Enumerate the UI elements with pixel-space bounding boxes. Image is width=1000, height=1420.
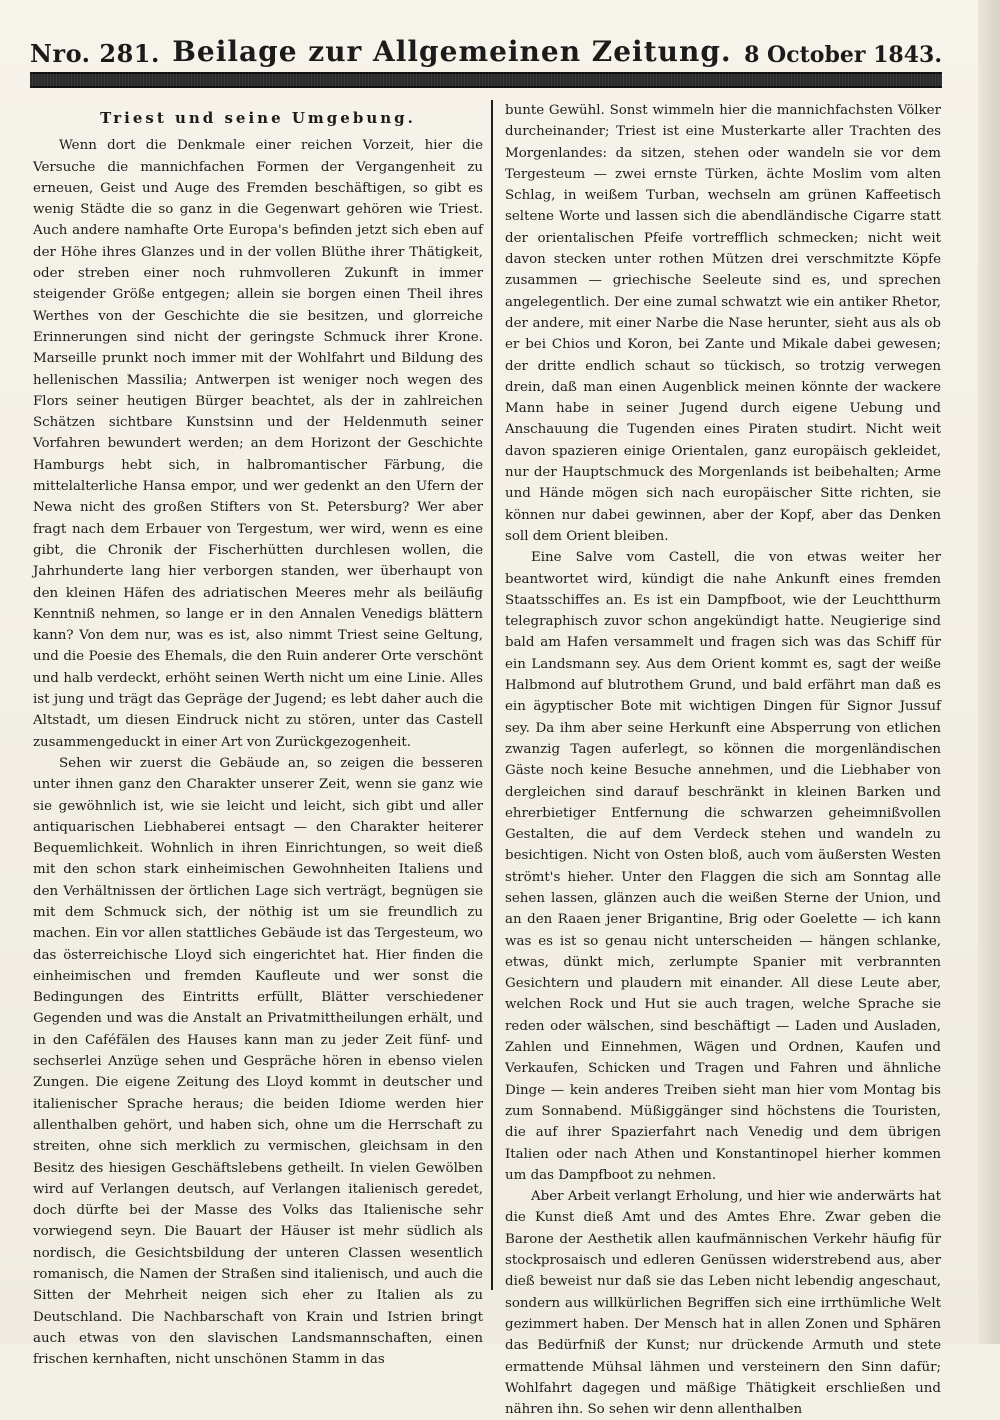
paragraph: Sehen wir zuerst die Gebäude an, so zeigen die besseren unter ihnen ganz den Charakter unserer Zeit, wenn sie ganz wie sie gewöhnlich ist, wie sie leicht und leicht, sich gibt und aller antiquarischen Liebhaberei entsagt — den Charakter heiterer Bequemlichkeit. Wohnlich in ihren Einrichtungen, so weit dieß mit den schon stark einheimischen Gewohnheiten Italiens und den Verhältnissen der örtlichen Lage sich verträgt, begnügen sie mit dem Schmuck sich, der nöthig ist um sie freundlich zu machen. Ein vor allen stattliches Gebäude ist das Tergesteum, wo das österreichische Lloyd sich eingerichtet hat. Hier finden die einheimischen und fremden Kaufleute und wer sonst die Bedingungen des Eintritts erfüllt, Blätter verschiedener Gegenden und was die Anstalt an Privatmittheilungen erhält, und in den Caféfälen des Hauses kann man zu jeder Zeit fünf- und sechserlei Anzüge sehen und Gespräche hören in ebenso vielen Zungen. Die eigene Zeitung des Lloyd kommt in deutscher und italienischer Sprache heraus; die beiden Idiome werden hier allenthalben gehört, und haben sich, ohne um die Herrschaft zu streiten, ohne sich merklich zu vermischen, gleichsam in den Besitz des hiesigen Geschäftslebens getheilt. In vielen Gewölben wird auf Verlangen deutsch, auf Verlangen italienisch geredet, doch dürfte bei der Masse des Volks das Italienische sehr vorwiegend seyn. Die Bauart der Häuser ist mehr südlich als nordisch, die Gesichtsbildung der unteren Classen wesentlich romanisch, die Namen der Straßen sind italienisch, und auch die Sitten der Mehrheit neigen sich eher zu Italien als zu Deutschland. Die Nachbarschaft von Krain und Istrien bringt auch etwas von den slavischen Landsmannschaften, einen frischen kernhaften, nicht unschönen Stamm in das [33,755,483,1368]
paragraph: Eine Salve vom Castell, die von etwas weiter her beantwortet wird, kündigt die nahe Ankunft eines fremden Staatsschiffes an. Es ist ein Dampfboot, wie der Leuchtthurm telegraphisch zuvor schon angekündigt hatte. Neugierige sind bald am Hafen versammelt und fragen sich was das Schiff für ein Landsmann sey. Aus dem Orient kommt es, sagt der weiße Halbmond auf blutrothem Grund, und bald erfährt man daß es ein ägyptischer Bote mit wichtigen Dingen für Signor Jussuf sey. Da ihm aber seine Herkunft eine Absperrung von etlichen zwanzig Tagen auferlegt, so können die morgenländischen Gäste noch keine Besuche annehmen, und die Liebhaber von dergleichen sind darauf beschränkt in kleinen Barken und ehrerbietiger Entfernung die schwarzen geheimnißvollen Gestalten, die auf dem Verdeck stehen und wandeln zu besichtigen. Nicht von Osten bloß, auch vom äußersten Westen strömt's hieher. Unter den Flaggen die sich am Sonntag alle sehen lassen, glänzen auch die weißen Sterne der Union, und an den Raaen jener Brigantine, Brig oder Goelette — ich kann was es ist so genau nicht unterscheiden — hängen schlanke, etwas, dünkt mich, zerlumpte Spanier mit verbrannten Gesichtern und plaudern mit einander. All diese Leute aber, welchen Rock und Hut sie auch tragen, welche Sprache sie reden oder wälschen, sind beschäftigt — Laden und Ausladen, Zahlen und Einnehmen, Wägen und Ordnen, Kaufen und Verkaufen, Schicken und Tragen und Fahren und ähnliche Dinge — kein anderes Treiben sieht man hier vom Montag bis zum Sonnabend. Müßiggänger sind höchstens die Touristen, die auf ihrer Spazierfahrt nach Venedig und dem übrigen Italien oder nach Athen und Konstantinopel hierher kommen um das Dampfboot zu nehmen. [505,550,941,1183]
column-divider [491,100,493,1290]
newspaper-title: Beilage zur Allgemeinen Zeitung. [172,35,732,68]
paragraph: Wenn dort die Denkmale einer reichen Vorzeit, hier die Versuche die mannichfachen Formen der Vergangenheit zu erneuen, Geist und Auge des Fremden beschäftigen, so gibt es wenig Städte die so ganz in die Gegenwart gehören wie Triest. Auch andere namhafte Orte Europa's befinden jetzt sich eben auf der Höhe ihres Glanzes und in der vollen Blüthe ihrer Thätigkeit, oder streben einer noch ruhmvolleren Zukunft in immer steigender Größe entgegen; allein sie borgen einen Theil ihres Werthes von der Geschichte die sie besitzen, und glorreiche Erinnerungen sind nicht der geringste Schmuck ihrer Krone. Marseille prunkt noch immer mit der Wohlfahrt und Bildung des hellenischen Massilia; Antwerpen ist weniger noch wegen des Flors seiner heutigen Bürger beachtet, als der in zahlreichen Schätzen sichtbare Kunstsinn und der Heldenmuth seiner Vorfahren bewundert werden; an dem Horizont der Geschichte Hamburgs hebt sich, in halbromantischer Färbung, die mittelalterliche Hansa empor, und wer gedenkt an den Ufern der Newa nicht des großen Stifters von St. Petersburg? Wer aber fragt nach dem Erbauer von Tergestum, wer wird, wenn es eine gibt, die Chronik der Fischerhütten durchlesen wollen, die Jahrhunderte lang hier verborgen standen, wer überhaupt von den kleinen Häfen des adriatischen Meeres mehr als beiläufig Kenntniß nehmen, so lange er in den Annalen Venedigs blättern kann? Von dem nur, was es ist, also nimmt Triest seine Geltung, und die Poesie des Ehemals, die den Ruin anderer Orte verschönt und halb verdeckt, erhöht seinen Werth nicht um eine Linie. Alles ist jung und trägt das Gepräge der Jugend; es lebt daher auch die Altstadt, um diesen Eindruck nicht zu stören, unter das Castell zusammengeduckt in einer Art von Zurückgezogenheit. [33,138,483,750]
issue-date: 8 October 1843. [744,42,942,68]
page-edge [978,0,1000,1344]
masthead-rule [30,72,942,88]
left-column [33,100,483,1371]
issue-number: Nro. 281. [30,39,160,68]
paragraph: Aber Arbeit verlangt Erholung, und hier wie anderwärts hat die Kunst dieß Amt und des Amtes Ehre. Zwar geben die Barone der Aesthetik allen kaufmännischen Verkehr häufig für stockprosaisch und edleren Genüssen widerstrebend aus, aber dieß beweist nur daß sie das Leben nicht lebendig angeschaut, sondern aus willkürlichen Begriffen sich eine irrthümliche Welt gezimmert haben. Der Mensch hat in allen Zonen und Sphären das Bedürfniß der Kunst; nur drückende Armuth und stete ermattende Mühsal lähmen und versteinern den Sinn dafür; Wohlfahrt dagegen und mäßige Thätigkeit erschließen und nähren ihn. So sehen wir denn allenthalben [505,1189,941,1418]
right-column [505,100,941,1420]
paragraph: bunte Gewühl. Sonst wimmeln hier die mannichfachsten Völker durcheinander; Triest ist eine Musterkarte aller Trachten des Morgenlandes: da sitzen, stehen oder wandeln sie vor dem Tergesteum — zwei ernste Türken, ächte Moslim vom alten Schlag, in weißem Turban, wechseln am grünen Kaffeetisch seltene Worte und lassen sich die abendländische Cigarre statt der orientalischen Pfeife vortrefflich schmecken; nicht weit davon stecken unter rothen Mützen drei verschmitzte Köpfe zusammen — griechische Seeleute sind es, und sprechen angelegentlich. Der eine zumal schwatzt wie ein antiker Rhetor, der andere, mit einer Narbe die Nase herunter, sieht aus als ob er bei Chios und Koron, bei Zante und Mikale dabei gewesen; der dritte endlich schaut so tückisch, so trotzig verwegen drein, daß man einen Augenblick meinen könnte der wackere Mann habe in seiner Jugend durch eigene Uebung und Anschauung die Tugenden eines Piraten studirt. Nicht weit davon spazieren einige Orientalen, ganz europäisch gekleidet, nur der Hauptschmuck des Morgenlands ist beibehalten; Arme und Hände mögen sich nach europäischer Sitte richten, sie können nur dabei gewinnen, aber der Kopf, aber das Denken soll dem Orient bleiben. [505,103,941,544]
article-title: Triest und seine Umgebung. [100,109,416,127]
masthead [30,22,942,68]
